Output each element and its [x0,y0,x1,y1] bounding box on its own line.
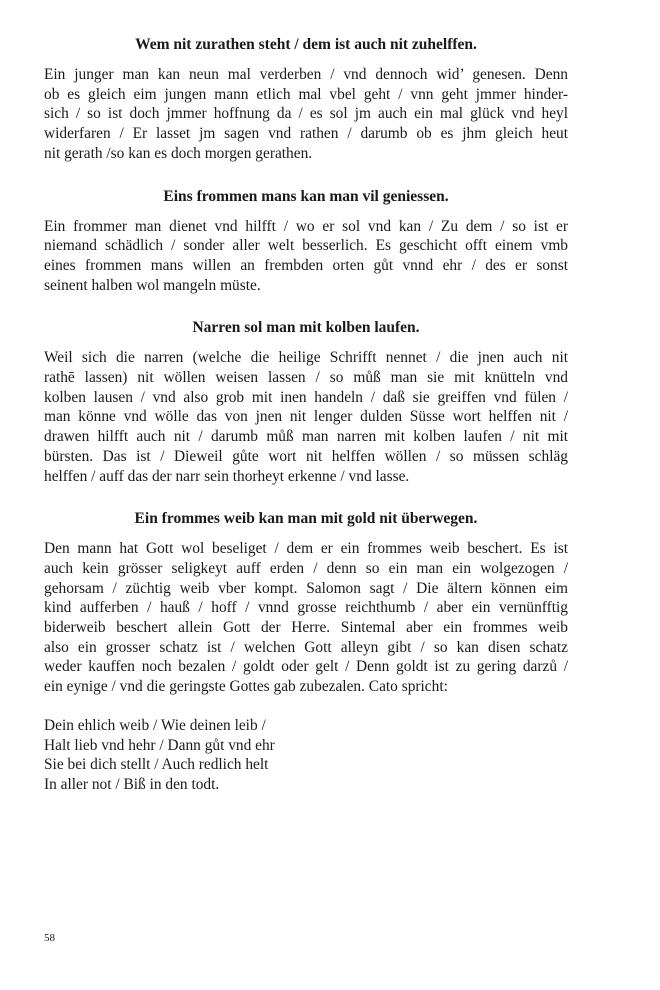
text-line: kolben lausen / vnd also grob mit inen handeln / daß sie greiffen vnd fülen / [44,388,568,406]
section-1 [44,34,568,164]
text-line: eines frommen mans willen an frembden orten gůt vnnd ehr / des er sonst [44,256,568,274]
text-line: seinent halben wol mangeln müste. [44,276,261,294]
section-heading: Eins frommen mans kan man vil geniessen. [163,187,449,205]
section-heading: Ein frommes weib kan man mit gold nit überwegen. [134,510,478,528]
text-line: Den mann hat Gott wol beseliget / dem er ein frommes weib beschert. Es ist [44,540,568,558]
section-paragraph [44,65,568,164]
text-line: kind aufferben / hauß / hoff / vnnd grosse reichthumb / aber ein vernünfftig [44,599,568,617]
text-line: ob es gleich eim jungen mann etlich mal vbel geht / vnn geht jmmer hinder- [44,85,568,103]
text-line: biderweib beschert allein Gott der Herre. Sintemal aber ein frommes weib [44,619,568,637]
page-body [44,34,568,817]
text-line: man könne vnd wölle das von jnen nit lenger dulden Süsse wort helffen nit / [44,408,568,426]
text-line: helffen / auff das der narr sein thorheyt erkenne / vnd lasse. [44,467,410,485]
text-line: drawen hilfft auch nit / darumb můß man narren mit kolben laufen / nit mit [44,428,568,446]
text-line: also ein grosser schatz ist / welchen Gott alleyn gibt / so kan disen schatz [44,638,568,656]
text-line: Weil sich die narren (welche die heilige Schrifft nennet / die jnen auch nit [44,349,568,367]
verse-line: Dein ehlich weib / Wie deinen leib / [44,716,266,734]
section-3 [44,317,568,486]
text-line: auch kein grösser seligkeyt auff erden / denn so ein man ein wolgezogen / [44,559,568,577]
text-line: Ein frommer man dienet vnd hilfft / wo er sol vnd kan / Zu dem / so ist er [44,217,568,235]
verse-line: Halt lieb vnd hehr / Dann gůt vnd ehr [44,736,275,754]
section-paragraph [44,217,568,296]
text-line: bürsten. Das ist / Dieweil gůte wort nit helffen wöllen / so müssen schläg [44,447,568,465]
page-number: 58 [44,932,55,944]
text-line: sich / so ist doch jmmer hoffnung da / es sol jm auch ein mal glück vnd heyl [44,105,568,123]
section-2 [44,186,568,296]
text-line: ein eynige / vnd die geringste Gottes gab zubezalen. Cato spricht: [44,678,448,696]
section-paragraph [44,539,568,697]
text-line: weder kauffen noch bezalen / goldt oder gelt / Denn goldt ist zu gering darzů / [44,658,568,676]
section-4 [44,508,568,794]
section-heading: Wem nit zurathen steht / dem ist auch nit zuhelffen. [135,36,477,53]
text-line: gehorsam / züchtig weib vber kompt. Salomon sagt / Die ältern können eim [44,579,568,597]
text-line: niemand schädlich / sonder aller welt besserlich. Es geschicht offt einem vmb [44,237,568,255]
text-line: Ein junger man kan neun mal verderben / vnd dennoch wid’ genesen. Denn [44,66,568,83]
verse-line: In aller not / Biß in den todt. [44,775,220,793]
text-line: widerfaren / Er lasset jm sagen vnd rathen / darumb ob es jhm gleich heut [44,125,568,143]
section-heading: Narren sol man mit kolben laufen. [192,319,420,337]
section-paragraph [44,348,568,486]
verse-line: Sie bei dich stellt / Auch redlich helt [44,756,269,774]
text-line: nit gerath /so kan es doch morgen gerathen. [44,144,313,162]
verse-block [44,716,568,795]
text-line: rathē lassen) nit wöllen weisen lassen / so můß man sie mit knütteln vnd [44,369,568,387]
